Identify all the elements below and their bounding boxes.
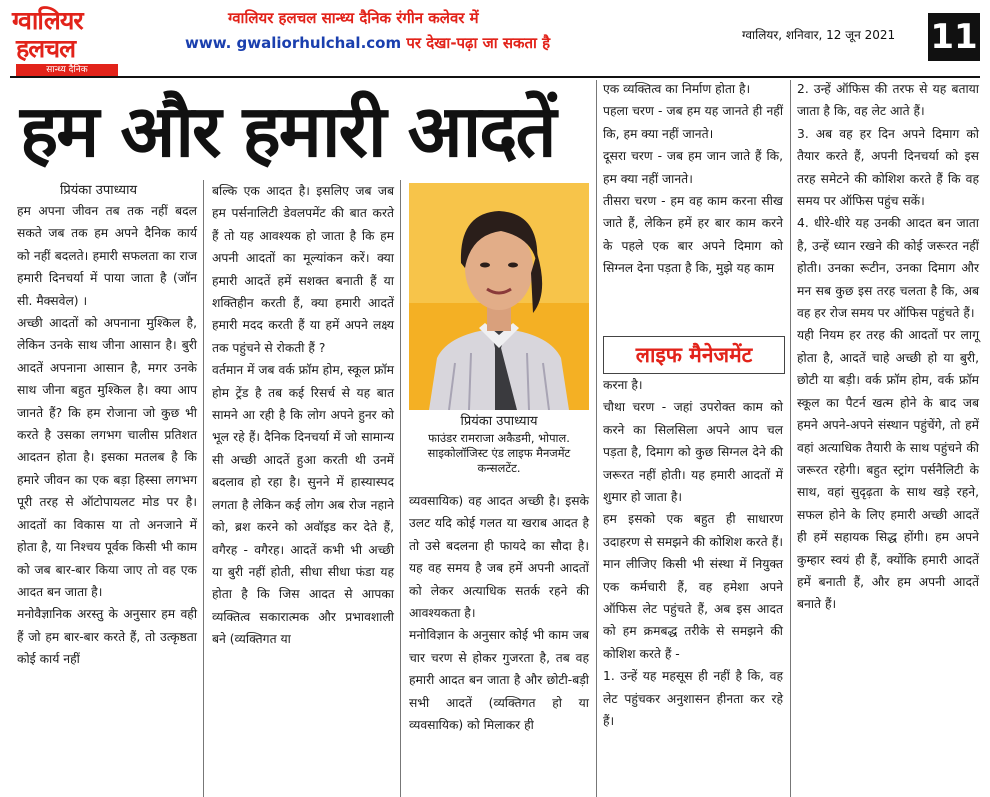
column-divider [203,180,204,797]
article-column-5 [797,78,979,616]
paragraph: एक व्यक्तित्व का निर्माण होता है। [603,82,751,96]
caption-line: साइकोलॉजिस्ट एंड लाइफ मैनजमेंट कन्सलटेंट. [427,446,571,475]
paragraph: मनोवैज्ञानिक अरस्तु के अनुसार हम वही हैं जो हम बार-बार करते हैं, तो उत्कृष्ठता कोई कार्य नहीं [17,607,197,667]
article-column-1 [17,200,197,671]
paragraph: करना है। [603,378,643,392]
paragraph: दूसरा चरण - जब हम जान जाते हैं कि, हम क्या नहीं जानते। [603,149,783,186]
paragraph: मनोविज्ञान के अनुसार कोई भी काम जब चार चरण से होकर गुजरता है, तब वह हमारी आदत बन जाता है और छोटी-बड़ी सभी आदतें (व्यक्तिगत हो या व्यवसायिक) को मिलाकर ही [409,628,589,733]
paragraph: बल्कि एक आदत है। इसलिए जब जब हम पर्सनालिटी डेवलपमेंट की बात करते हैं तो यह आवश्यक हो जाता है कि हम अपनी आदतों का मूल्यांकन करें। क्या हमारी आदतें हमें सशक्त बनाती हैं या शक्तिहीन करती हैं, क्या हमारी आदतें हमारी मदद करती हैं या हमें अपने लक्ष्य तक पहुंचने से रोकती हैं ? [212,184,394,355]
logo-line-3: सान्ध्य दैनिक [16,64,118,76]
paragraph: चौथा चरण - जहां उपरोक्त काम को करने का सिलसिला अपने आप चल पड़ता है, दिमाग को कुछ सिग्नल देने की जरूरत नहीं होती। यह हमारी आदतों में शुमार हो जाता है। [603,400,783,505]
paragraph: वर्तमान में जब वर्क फ्रॉम होम, स्कूल फ्रॉम होम ट्रेंड है तब कई रिसर्च से यह बात सामने आ रही है कि लोग अपने हुनर को भूल रहे हैं। दैनिक दिनचर्या में जो सामान्य सी अच्छी आदतें हुआ करती थी उनमें बदलाव हो रहा है। सुनने में हास्यास्पद लगता है लेकिन कई लोग अब रोज नहाने को, ब्रश करने को अवॉइड कर देते हैं, वगैरह - वगैरह। आदतें कभी भी अच्छी या बुरी नहीं होती, सीधा सीधा फंडा यह होता है कि जिस आदत से आपका व्यक्तित्व सकारात्मक और प्रभावशाली बने (व्यक्तिगत या [212,363,394,647]
paragraph: 4. धीरे-धीरे यह उनकी आदत बन जाता है, उन्हें ध्यान रखने की कोई जरूरत नहीं होती। उनका रूटीन, उनका दिमाग और मन सब कुछ इस तरह चलता है कि, अब वह हर रोज समय पर ऑफिस पहुंचते हैं। [797,216,979,321]
column-divider [596,80,597,797]
website-link[interactable]: www. gwaliorhulchal.com [185,34,402,52]
section-label-box [603,336,785,374]
article-column-4-top [603,78,783,280]
article-column-3 [409,490,589,736]
logo-line-2: हलचल [16,34,76,63]
paragraph: व्यवसायिक) वह आदत अच्छी है। इसके उलट यदि कोई गलत या खराब आदत है तो उसे बदलना ही फायदे का सौदा है। यह वह समय है जब हमें अपनी आदतों को लेकर अत्याधिक सतर्क रहने की आवश्यकता है। [409,494,589,621]
caption-name: प्रियंका उपाध्याय [460,414,538,429]
newspaper-logo [12,6,122,76]
paragraph: 2. उन्हें ऑफिस की तरफ से यह बताया जाता है कि, वह लेट आते हैं। [797,82,979,119]
paragraph: यही नियम हर तरह की आदतों पर लागू होता है, आदतें चाहे अच्छी हो या बुरी, छोटी या बड़ी। वर्क फ्रॉम होम, वर्क फ्रॉम स्कूल का पैटर्न खत्म होने के बाद जब हमने अपने-अपने संस्थान पहुंचेंगे, तो हमें वहां अत्याधिक तैयारी के साथ पहुंचने की जरूरत रहेगी। बहुत स्ट्रांग पर्सनैलिटी के साथ, वहां सुदृढ़ता के साथ खड़े रहने, सफल होने के लिए हमारी अच्छी आदतें ही हमें सहायक सिद्ध होंगी। हम अपने कुम्हार स्वयं ही हैं, क्योंकि हमारी आदतें हमें बनाती हैं, और हम अपनी आदतें बनाते हैं। [797,328,979,612]
paragraph: 1. उन्हें यह महसूस ही नहीं है कि, वह लेट पहुंचकर अनुशासन हीनता कर रहे हैं। [603,669,783,729]
caption-line: फाउंडर रामराजा अकैडमी, भोपाल. [428,431,570,445]
photo-caption [409,413,589,476]
logo-line-1: ग्वालियर [12,6,83,35]
article-headline: हम और हमारी आदतें [20,88,555,173]
paragraph: 3. अब वह हर दिन अपने दिमाग को तैयार करते हैं, अपनी दिनचर्या को इस तरह समेटने की कोशिश करते हैं कि वह समय पर ऑफिस पहुंच सकें। [797,126,979,209]
paragraph: अच्छी आदतों को अपनाना मुश्किल है, लेकिन उनके साथ जीना आसान है। बुरी आदतें अपनाना आसान है, मगर उनके साथ जीना बहुत मुश्किल है। क्या आप जानते हैं? कि हम रोजाना जो कुछ भी करते है उसका लगभग चालीस प्रतिशत आदतन होता है। इसका मतलब है कि हमारे जीवन का एक बड़ा हिस्सा लगभग पूरी तरह से ऑटोपायलट मोड पर है। आदतों का विकास या तो अनजाने में होता है, या निश्चय पूर्वक किसी भी काम को जब बार-बार किया जाए तो वह एक आदत बन जाता है। [17,316,197,599]
paragraph: पहला चरण - जब हम यह जानते ही नहीं कि, हम क्या नहीं जानते। [603,104,783,141]
masthead [0,0,990,80]
paragraph: हम इसको एक बहुत ही साधारण उदाहरण से समझने की कोशिश करते हैं। मान लीजिए किसी भी संस्था में नियुक्त एक कर्मचारी हैं, वह हमेशा अपने ऑफिस लेट पहुंचते हैं, अब इस आदत को हम क्रमबद्ध तरीके से समझने की कोशिश करते हैं - [603,512,783,661]
masthead-tagline: ग्वालियर हलचल सान्ध्य दैनिक रंगीन कलेवर में [228,9,479,27]
author-photo [409,183,589,410]
article-column-4-bottom [603,374,783,733]
section-label: लाइफ मैनेजमेंट [635,343,753,367]
paragraph: तीसरा चरण - हम वह काम करना सीख जाते हैं, लेकिन हमें हर बार काम करने के पहले एक बार अपने दिमाग को सिग्नल देना पड़ता है कि, मुझे यह काम [603,194,783,276]
dateline: ग्वालियर, शनिवार, 12 जून 2021 [742,28,896,42]
article-byline: प्रियंका उपाध्याय [60,183,137,198]
masthead-url-line [185,33,550,53]
column-divider [400,180,401,797]
url-suffix: पर देखा-पढ़ा जा सकता है [401,34,551,52]
article-column-2 [212,180,394,651]
paragraph: हम अपना जीवन तब तक नहीं बदल सकते जब तक हम अपने दैनिक कार्य को नहीं बदलते। हमारी सफलता का राज हमारी दिनचर्या में पाया जाता है (जॉन सी. मैक्सवेल) । [17,204,197,308]
page-number: 11 [928,13,980,61]
column-divider [790,80,791,797]
